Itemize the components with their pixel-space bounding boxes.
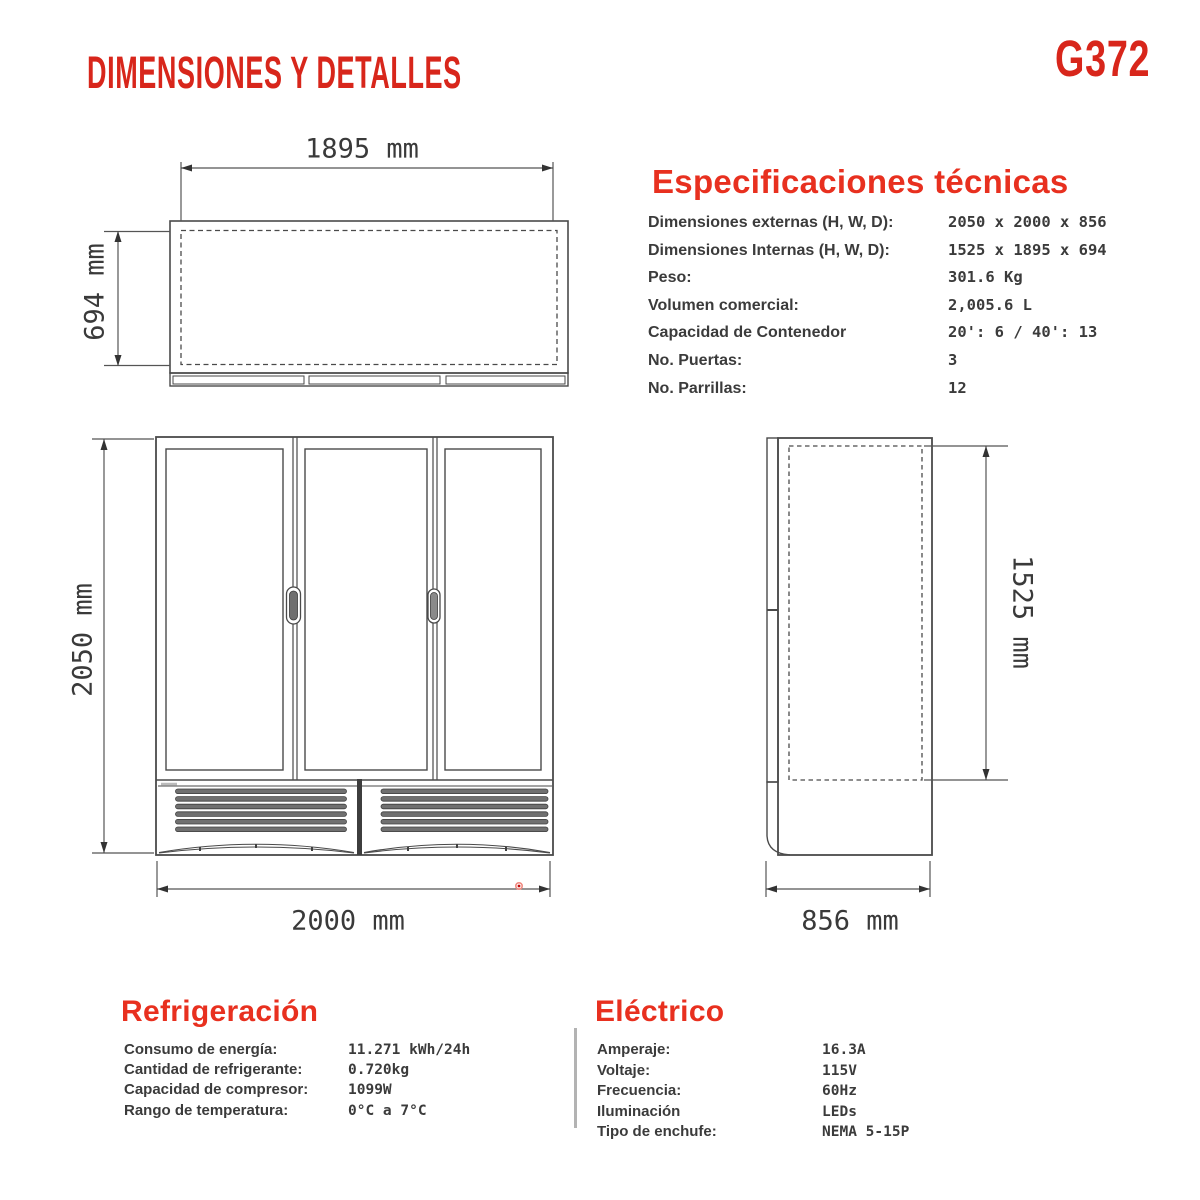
- ventilation-grille: [158, 779, 552, 855]
- spec-value: 115V: [822, 1062, 857, 1079]
- spec-label: Volumen comercial:: [648, 296, 799, 314]
- spec-value: 12: [948, 378, 967, 397]
- spec-row: [124, 1080, 554, 1100]
- spec-row: [597, 1081, 1027, 1102]
- spec-value: LEDs: [822, 1103, 857, 1120]
- side-view-drawing: [766, 438, 1008, 897]
- spec-row: [648, 237, 1148, 265]
- front-view-width-label: 2000 mm: [291, 905, 405, 937]
- spec-label: Dimensiones externas (H, W, D):: [648, 214, 894, 231]
- spec-row: [124, 1040, 554, 1060]
- specs-heading: Especificaciones técnicas: [652, 163, 1069, 200]
- side-view-depth-label: 856 mm: [801, 905, 899, 937]
- spec-row: [648, 319, 1148, 347]
- door-handle-icon: [287, 587, 301, 624]
- front-view-drawing: [92, 437, 553, 897]
- spec-value: 1099W: [348, 1082, 392, 1099]
- spec-value: 2050 x 2000 x 856: [948, 213, 1107, 231]
- page-title: DIMENSIONES Y DETALLES: [87, 47, 462, 98]
- section-divider: [574, 1028, 577, 1128]
- door-right: [445, 449, 541, 770]
- spec-row: [597, 1102, 1027, 1123]
- spec-value: 20': 6 / 40': 13: [948, 323, 1098, 342]
- spec-label: Dimensiones Internas (H, W, D):: [648, 241, 890, 259]
- spec-label: Frecuencia:: [597, 1082, 682, 1099]
- spec-label: No. Puertas:: [648, 351, 743, 369]
- door-left: [166, 449, 283, 770]
- red-dot: [516, 883, 522, 889]
- refrigeration-table: [124, 1040, 554, 1121]
- spec-label: Consumo de energía:: [124, 1041, 278, 1058]
- spec-label: Tipo de enchufe:: [597, 1123, 717, 1140]
- spec-value: 0.720kg: [348, 1062, 410, 1079]
- spec-row: [648, 209, 1148, 237]
- spec-row: [648, 375, 1148, 403]
- spec-label: Rango de temperatura:: [124, 1101, 289, 1119]
- spec-label: Peso:: [648, 269, 692, 287]
- door-middle: [305, 449, 427, 770]
- spec-value: 0°C a 7°C: [348, 1102, 427, 1119]
- specs-table: [648, 209, 1148, 402]
- refrigeration-heading: Refrigeración: [121, 995, 319, 1028]
- spec-row: [597, 1122, 1027, 1143]
- electrical-heading: Eléctrico: [595, 995, 725, 1028]
- spec-value: 301.6 Kg: [948, 268, 1023, 287]
- spec-row: [124, 1060, 554, 1080]
- spec-label: Iluminación: [597, 1102, 681, 1120]
- spec-value: NEMA 5-15P: [822, 1124, 910, 1140]
- spec-value: 3: [948, 350, 958, 369]
- spec-label: Voltaje:: [597, 1061, 651, 1079]
- spec-row: [597, 1040, 1027, 1061]
- spec-value: 11.271 kWh/24h: [348, 1042, 471, 1058]
- spec-row: [648, 347, 1148, 375]
- spec-row: [648, 264, 1148, 292]
- spec-value: 1525 x 1895 x 694: [948, 240, 1107, 259]
- model-code: G372: [1055, 30, 1151, 87]
- top-view-drawing: [104, 162, 568, 386]
- spec-label: Cantidad de refrigerante:: [124, 1061, 303, 1079]
- spec-value: 2,005.6 L: [948, 295, 1032, 314]
- spec-label: No. Parrillas:: [648, 379, 747, 397]
- spec-row: [124, 1101, 554, 1121]
- spec-row: [597, 1061, 1027, 1082]
- top-view-width-label: 1895 mm: [305, 133, 419, 165]
- spec-label: Capacidad de Contenedor: [648, 324, 847, 342]
- electrical-table: [597, 1040, 1027, 1143]
- top-view-depth-label: 694 mm: [79, 243, 111, 341]
- side-view-height-label: 1525 mm: [1006, 555, 1038, 669]
- spec-value: 16.3A: [822, 1042, 866, 1058]
- spec-label: Capacidad de compresor:: [124, 1081, 309, 1099]
- spec-label: Amperaje:: [597, 1041, 671, 1058]
- front-view-height-label: 2050 mm: [67, 583, 99, 697]
- spec-value: 60Hz: [822, 1083, 857, 1099]
- spec-row: [648, 292, 1148, 320]
- door-handle-icon: [428, 589, 440, 623]
